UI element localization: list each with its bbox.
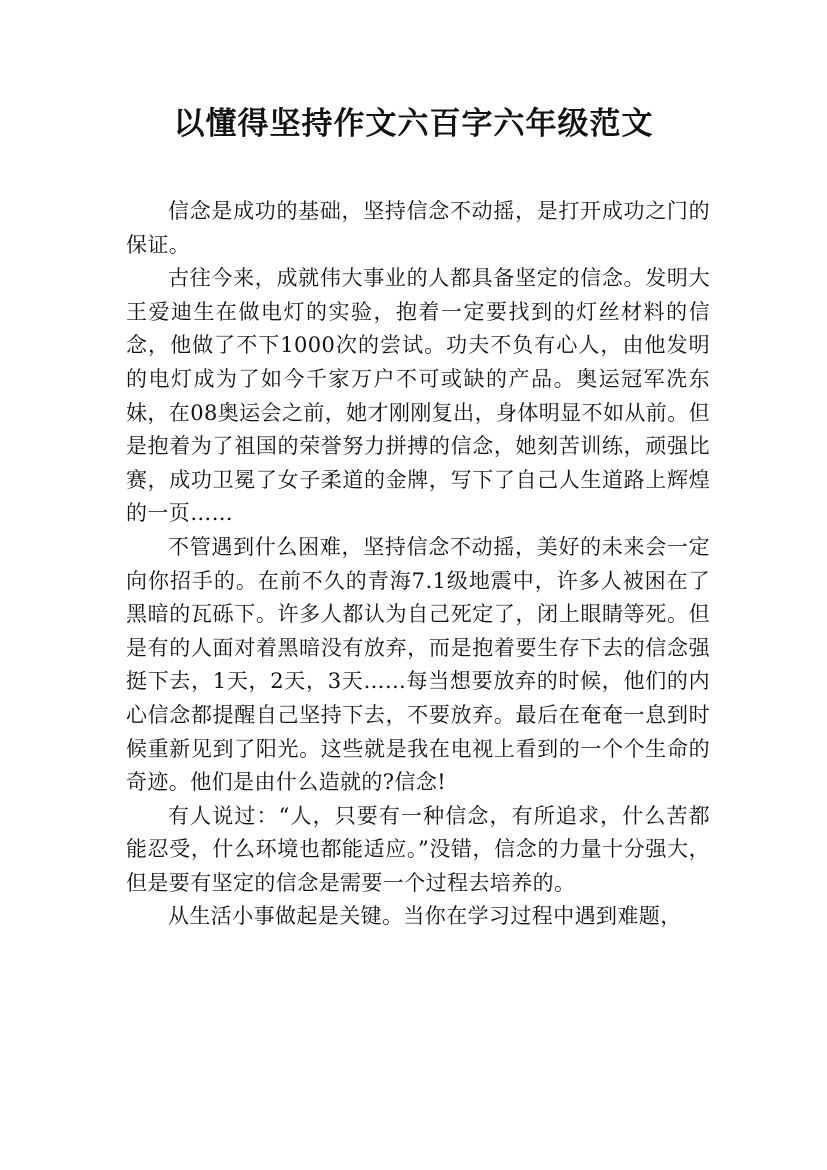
document-body <box>126 195 710 934</box>
paragraph-4: 有人说过：“人，只要有一种信念，有所追求，什么苦都能忍受，什么环境也都能适应。”没错，信念的力量十分强大，但是要有坚定的信念是需要一个过程去培养的。 <box>126 803 710 895</box>
paragraph-3: 不管遇到什么困难，坚持信念不动摇，美好的未来会一定向你招手的。在前不久的青海7.1级地震中，许多人被困在了黑暗的瓦砾下。许多人都认为自己死定了，闭上眼睛等死。但是有的人面对着黑暗没有放弃，而是抱着要生存下去的信念强挺下去，1天，2天，3天……每当想要放弃的时候，他们的内心信念都提醒自己坚持下去，不要放弃。最后在奄奄一息到时候重新见到了阳光。这些就是我在电视上看到的一个个生命的奇迹。他们是由什么造就的?信念! <box>126 534 710 795</box>
document-title: 以懂得坚持作文六百字六年级范文 <box>173 106 654 142</box>
paragraph-5: 从生活小事做起是关键。当你在学习过程中遇到难题， <box>168 904 682 929</box>
paragraph-1: 信念是成功的基础，坚持信念不动摇，是打开成功之门的保证。 <box>126 199 710 257</box>
paragraph-2: 古往今来，成就伟大事业的人都具备坚定的信念。发明大王爱迪生在做电灯的实验，抱着一定要找到的灯丝材料的信念，他做了不下1000次的尝试。功夫不负有心人，由他发明的电灯成为了如今千家万户不可或缺的产品。奥运冠军冼东妹，在08奥运会之前，她才刚刚复出，身体明显不如从前。但是抱着为了祖国的荣誉努力拼搏的信念，她刻苦训练，顽强比赛，成功卫冕了女子柔道的金牌，写下了自己人生道路上辉煌的一页…… <box>126 266 710 526</box>
